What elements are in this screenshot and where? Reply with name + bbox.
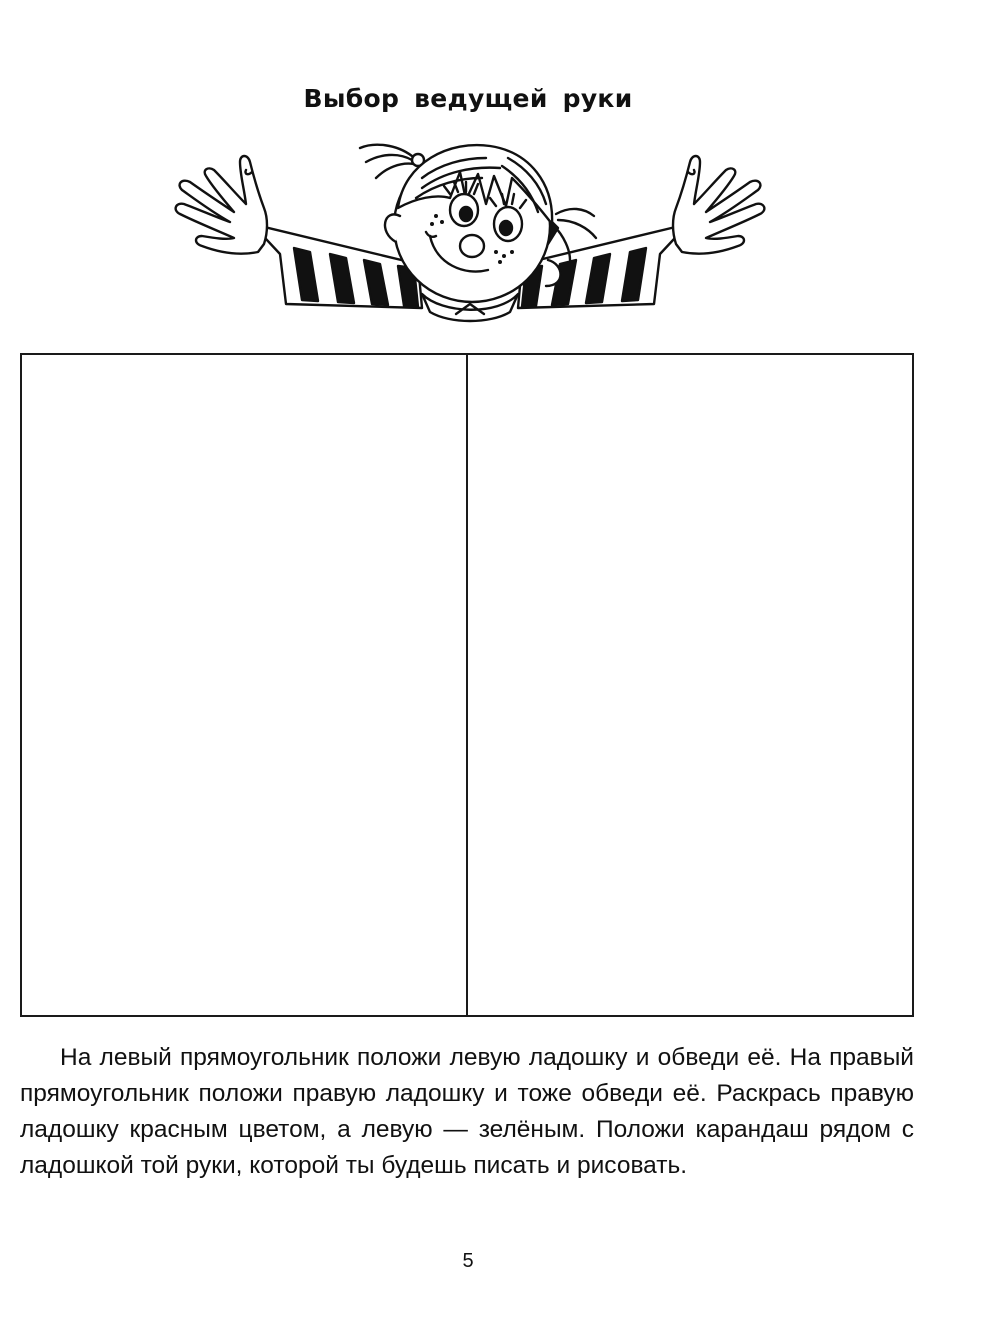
page-title: Выбор ведущей руки: [303, 84, 633, 113]
page-number: 5: [462, 1250, 474, 1272]
right-hand-rectangle[interactable]: [468, 355, 912, 1015]
left-hand: [176, 156, 267, 254]
girl-with-raised-arms-icon: [160, 128, 780, 340]
left-hand-rectangle[interactable]: [22, 355, 468, 1015]
right-hand: [673, 156, 764, 254]
tracing-frames: [20, 353, 914, 1017]
instruction-text: На левый прямоугольник положи левую ладошку и обведи её. На правый прямоугольник положи правую ладошку и тоже обведи её. Раскрась правую ладошку красным цветом, а левую — зелёным. Положи карандаш рядом с ладошкой той руки, которой ты будешь писать и рисовать.: [20, 1044, 914, 1179]
